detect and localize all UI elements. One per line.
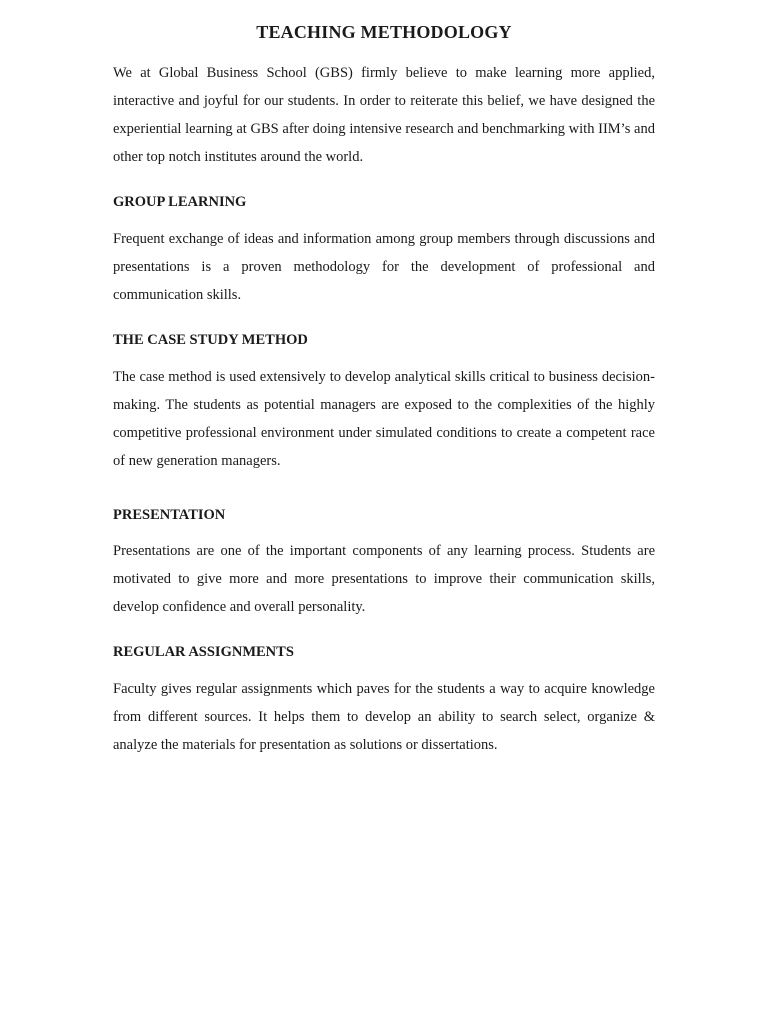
intro-paragraph: We at Global Business School (GBS) firmly believe to make learning more applied, interactive and joyful for our students. In order to reiterate this belief, we have designed the experiential learning at GBS after doing intensive research and benchmarking with IIM’s and other top notch institutes around the world. xyxy=(113,65,655,165)
section-body-group-learning: Frequent exchange of ideas and information among group members through discussions and presentations is a proven methodology for the development of professional and communication skills. xyxy=(113,231,655,303)
section-body-presentation: Presentations are one of the important components of any learning process. Students are motivated to give more and more presentations to improve their communication skills, develop confidence and overall personality. xyxy=(113,543,655,615)
section-body-case-study-method: The case method is used extensively to develop analytical skills critical to business decision-making. The students as potential managers are exposed to the complexities of the highly competitive professional environment under simulated conditions to create a competent race of new generation managers. xyxy=(113,369,655,469)
section-heading-presentation: PRESENTATION xyxy=(113,507,226,523)
section-body-regular-assignments: Faculty gives regular assignments which paves for the students a way to acquire knowledge from different sources. It helps them to develop an ability to search select, organize & analyze the materials for presentation as solutions or dissertations. xyxy=(113,681,655,753)
section-heading-case-study-method: THE CASE STUDY METHOD xyxy=(113,332,308,348)
page-title: TEACHING METHODOLOGY xyxy=(256,22,512,42)
section-heading-regular-assignments: REGULAR ASSIGNMENTS xyxy=(113,644,294,660)
section-heading-group-learning: GROUP LEARNING xyxy=(113,194,247,210)
